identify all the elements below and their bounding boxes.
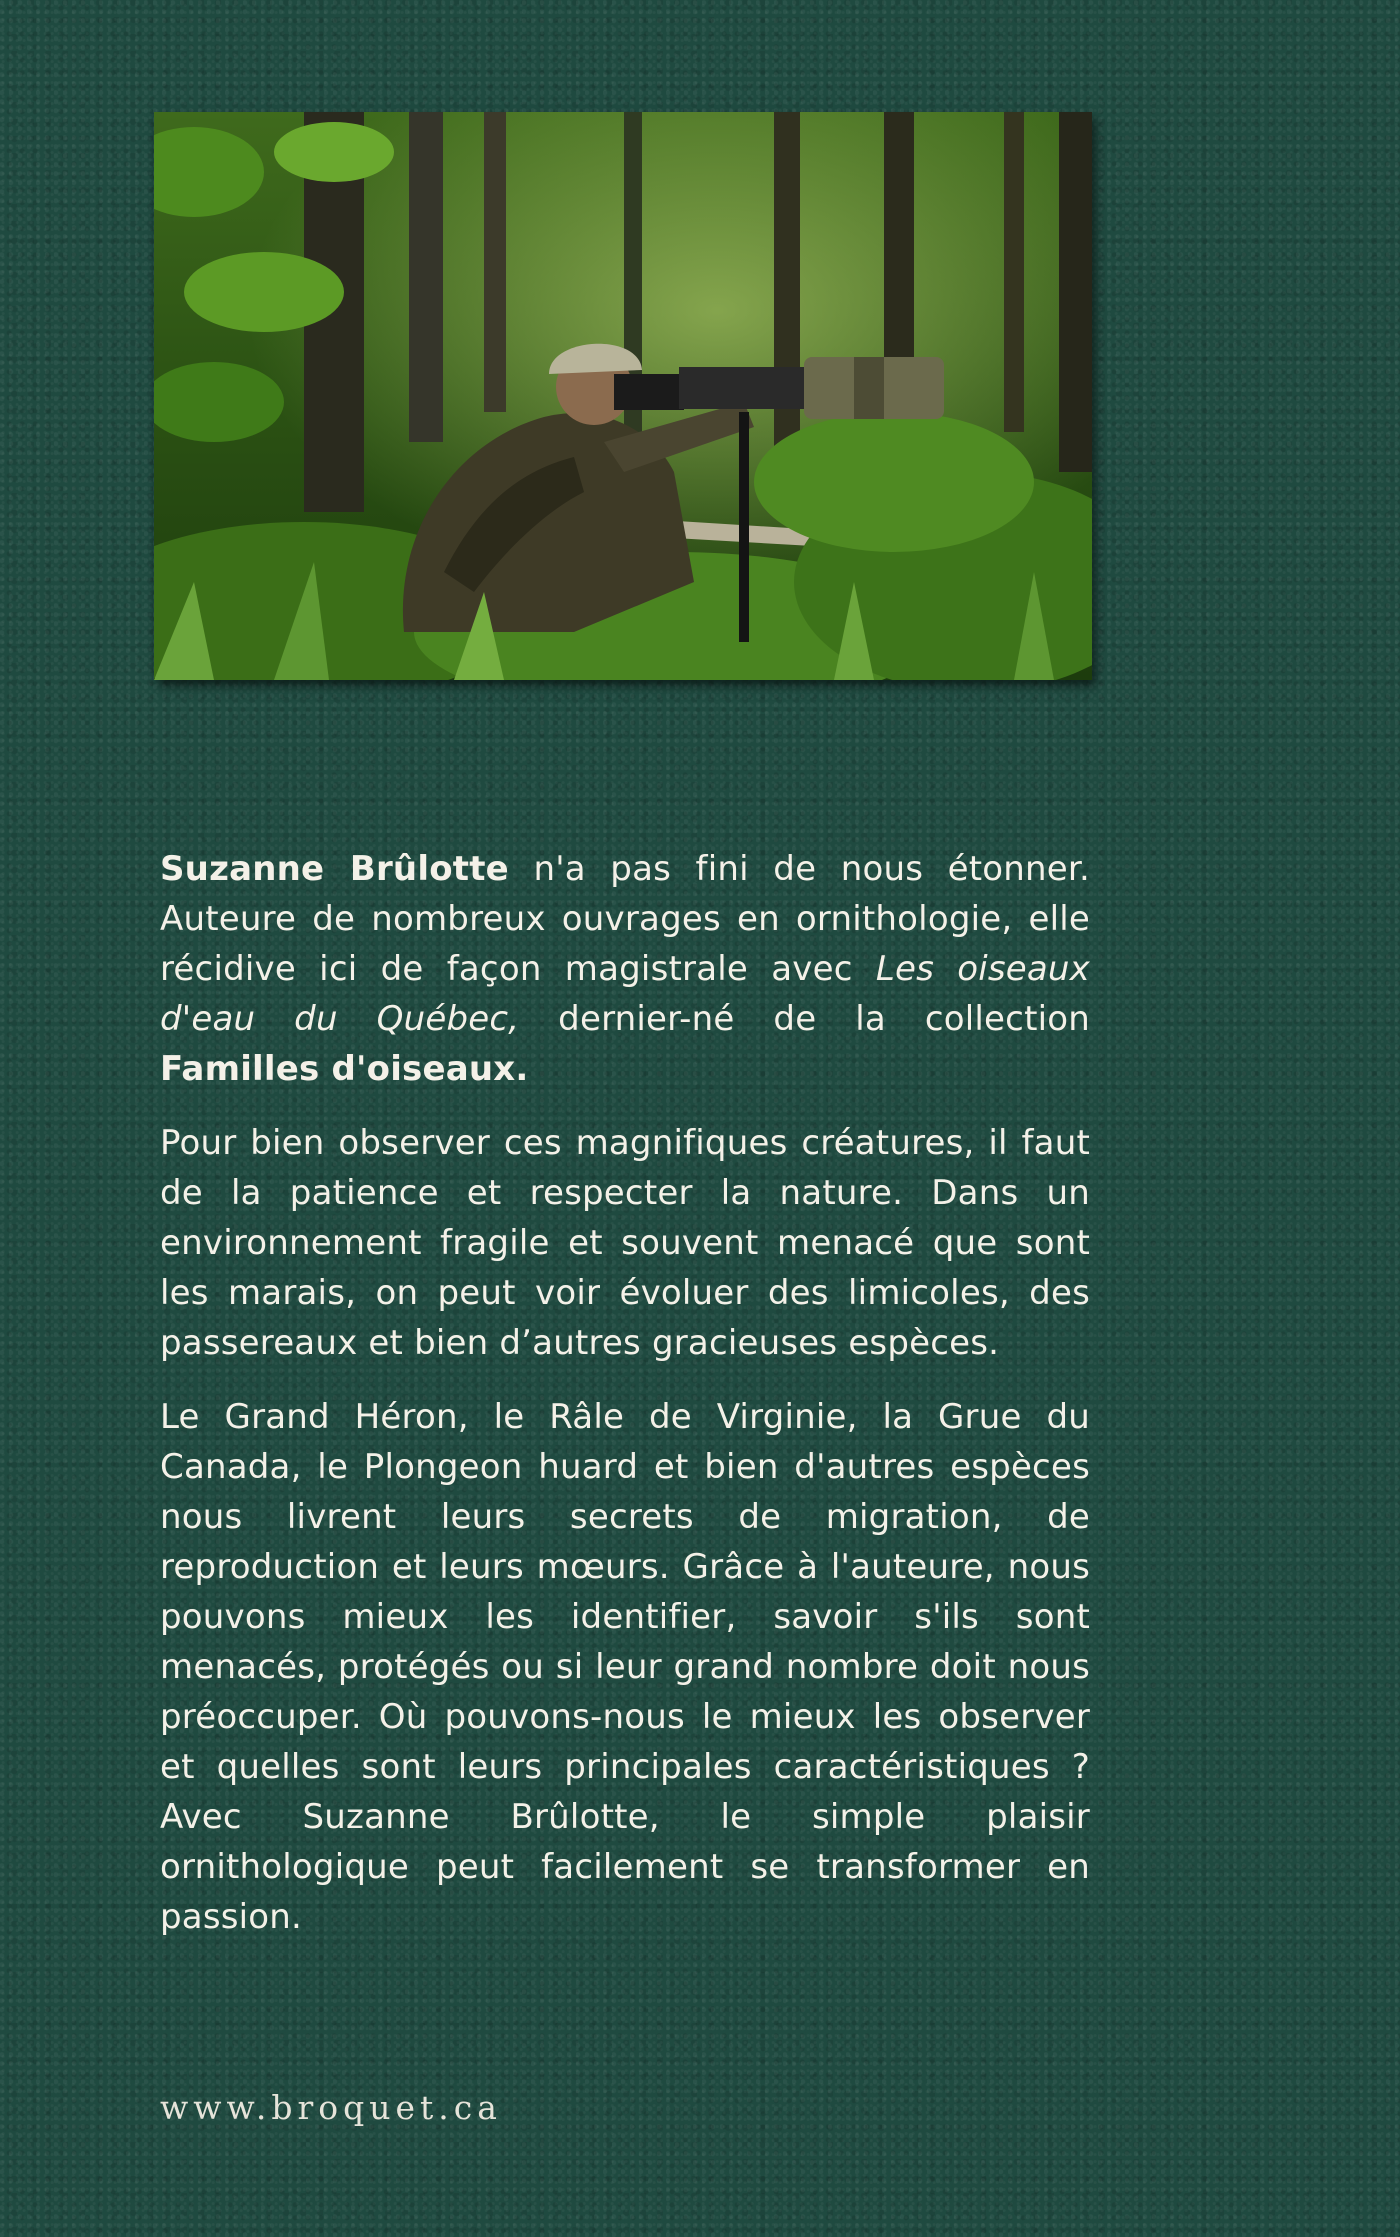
cover-photo	[154, 112, 1092, 680]
paragraph-observation: Pour bien observer ces magnifiques créatures, il faut de la patience et respecter la nature. Dans un environnement fragile et souvent menacé que sont les marais, on peut voir évoluer des limicoles, des passereaux et bien d’autres gracieuses espèces.	[160, 1123, 1090, 1363]
website-link[interactable]: www.broquet.ca	[160, 2088, 502, 2127]
paragraph-intro	[160, 844, 1090, 1094]
collection-name: Familles d'oiseaux.	[160, 1049, 529, 1089]
intro-text-b: dernier-né de la collection	[519, 999, 1090, 1039]
author-name: Suzanne Brûlotte	[160, 849, 509, 889]
description-text	[160, 844, 1090, 1966]
book-title: Les oiseaux d'eau du Québec,	[160, 949, 1090, 1039]
paragraph-species: Le Grand Héron, le Râle de Virginie, la Grue du Canada, le Plongeon huard et bien d'autres espèces nous livrent leurs secrets de migration, de reproduction et leurs mœurs. Grâce à l'auteure, nous pouvons mieux les identifier, savoir s'ils sont menacés, protégés ou si leur grand nombre doit nous préoccuper. Où pouvons-nous le mieux les observer et quelles sont leurs principales caractéristiques ? Avec Suzanne Brûlotte, le simple plaisir ornithologique peut facilement se transformer en passion.	[160, 1397, 1090, 1937]
forest-photographer-image	[154, 112, 1092, 680]
intro-text-a: n'a pas fini de nous étonner. Auteure de nombreux ouvrages en ornithologie, elle récidive ici de façon magistrale avec	[160, 849, 1090, 989]
